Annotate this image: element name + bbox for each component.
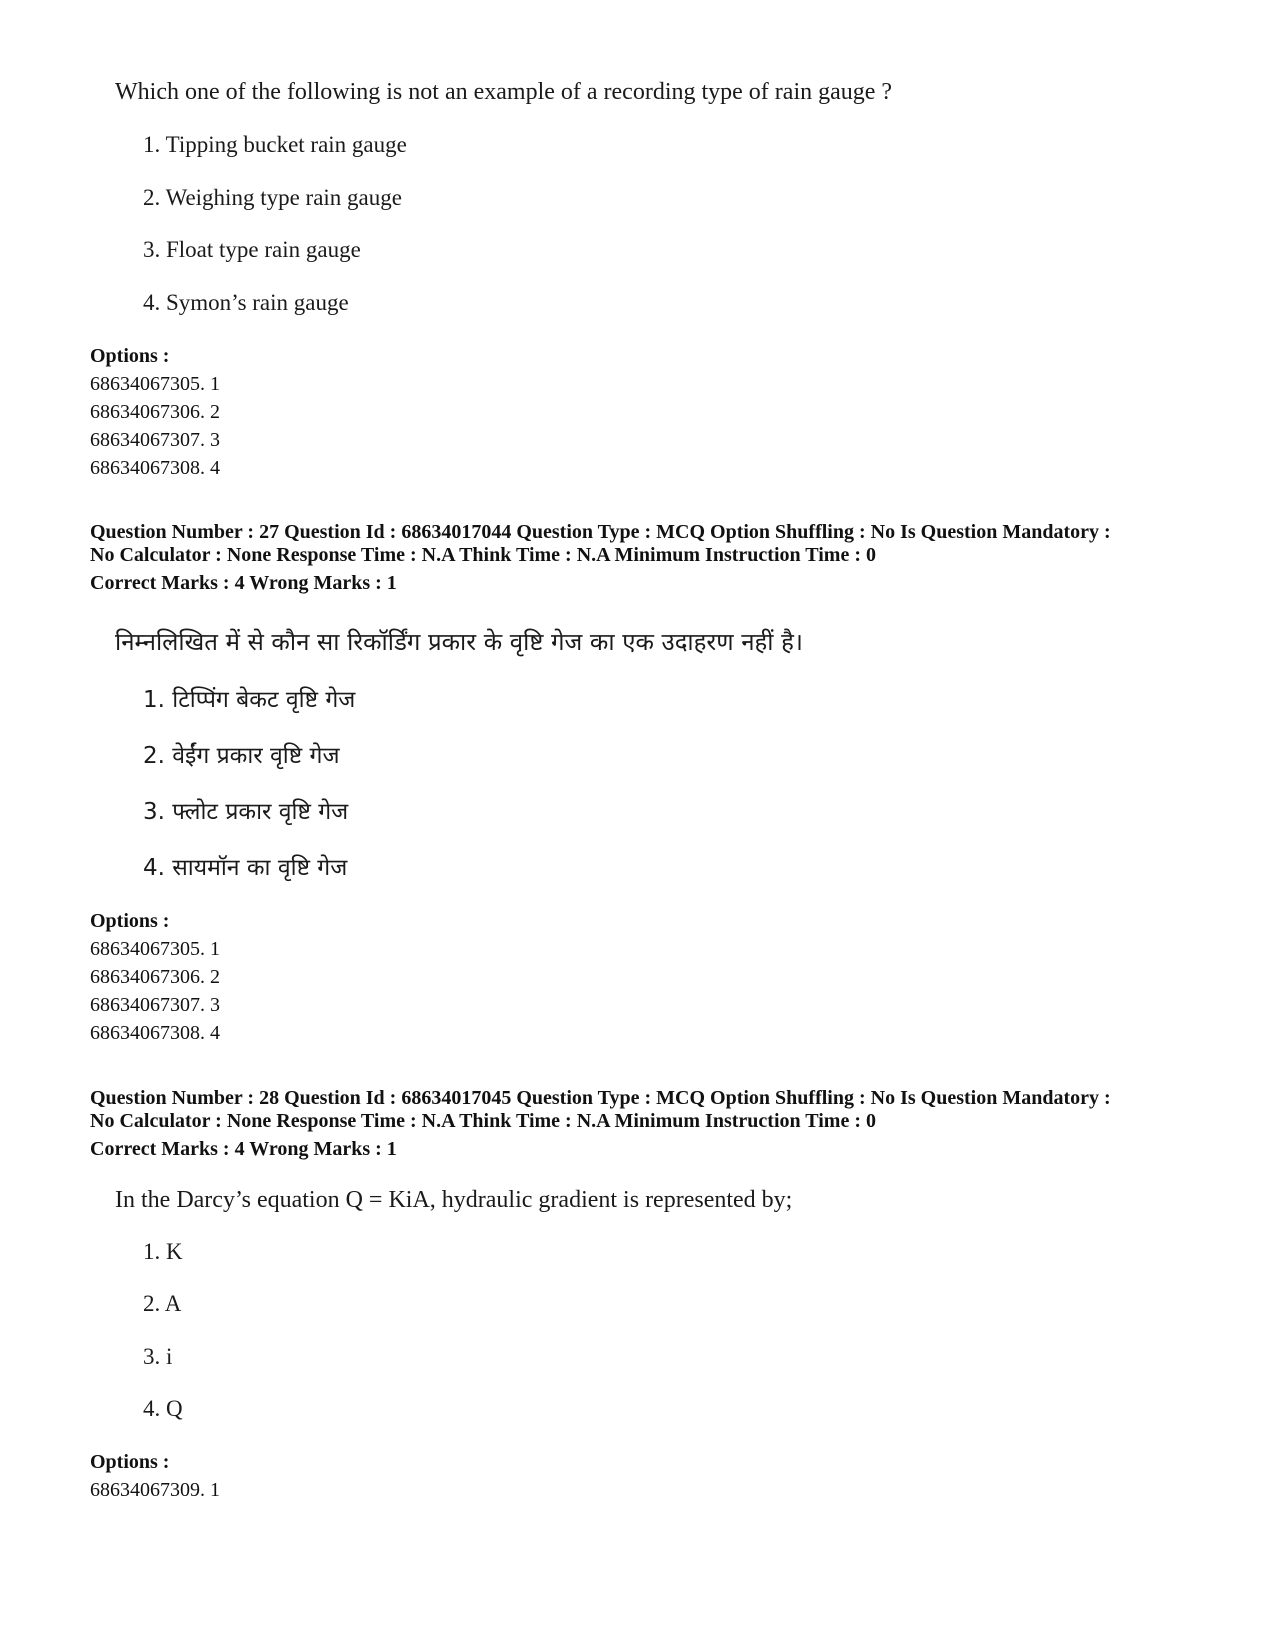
choice-item: 1. टिप्पिंग बेकट वृष्टि गेज xyxy=(143,687,356,713)
question-meta-line: No Calculator : None Response Time : N.A Think Time : N.A Minimum Instruction Time : 0 xyxy=(90,544,876,566)
option-line: 68634067306. 2 xyxy=(90,401,220,423)
option-line: 68634067307. 3 xyxy=(90,429,220,451)
option-line: 68634067307. 3 xyxy=(90,994,220,1016)
choice-item: 1. Tipping bucket rain gauge xyxy=(143,132,407,157)
choice-item: 3. i xyxy=(143,1344,173,1369)
marks-line: Correct Marks : 4 Wrong Marks : 1 xyxy=(90,1138,397,1160)
option-line: 68634067308. 4 xyxy=(90,1022,220,1044)
choice-item: 4. Symon’s rain gauge xyxy=(143,290,349,315)
question-meta-line: Question Number : 28 Question Id : 68634017045 Question Type : MCQ Option Shuffling : No Is Question Mandatory : xyxy=(90,1087,1111,1109)
options-label: Options : xyxy=(90,1451,170,1473)
choice-item: 4. Q xyxy=(143,1396,183,1421)
choice-item: 3. फ्लोट प्रकार वृष्टि गेज xyxy=(143,799,349,825)
question-text: In the Darcy’s equation Q = KiA, hydraulic gradient is represented by; xyxy=(115,1187,793,1213)
choice-item: 2. Weighing type rain gauge xyxy=(143,185,402,210)
question-meta-line: Question Number : 27 Question Id : 68634017044 Question Type : MCQ Option Shuffling : No Is Question Mandatory : xyxy=(90,521,1111,543)
choice-item: 4. सायमॉन का वृष्टि गेज xyxy=(143,855,348,881)
option-line: 68634067305. 1 xyxy=(90,938,220,960)
options-label: Options : xyxy=(90,345,170,367)
option-line: 68634067308. 4 xyxy=(90,457,220,479)
question-meta-line: No Calculator : None Response Time : N.A Think Time : N.A Minimum Instruction Time : 0 xyxy=(90,1110,876,1132)
question-text: निम्नलिखित में से कौन सा रिकॉर्डिंग प्रकार के वृष्टि गेज का एक उदाहरण नहीं है। xyxy=(115,628,803,656)
options-label: Options : xyxy=(90,910,170,932)
option-line: 68634067305. 1 xyxy=(90,373,220,395)
choice-item: 1. K xyxy=(143,1239,183,1264)
question-text: Which one of the following is not an example of a recording type of rain gauge ? xyxy=(115,79,893,105)
marks-line: Correct Marks : 4 Wrong Marks : 1 xyxy=(90,572,397,594)
choice-item: 2. A xyxy=(143,1291,182,1316)
option-line: 68634067309. 1 xyxy=(90,1479,220,1501)
option-line: 68634067306. 2 xyxy=(90,966,220,988)
choice-item: 3. Float type rain gauge xyxy=(143,237,361,262)
choice-item: 2. वेईंग प्रकार वृष्टि गेज xyxy=(143,743,340,769)
